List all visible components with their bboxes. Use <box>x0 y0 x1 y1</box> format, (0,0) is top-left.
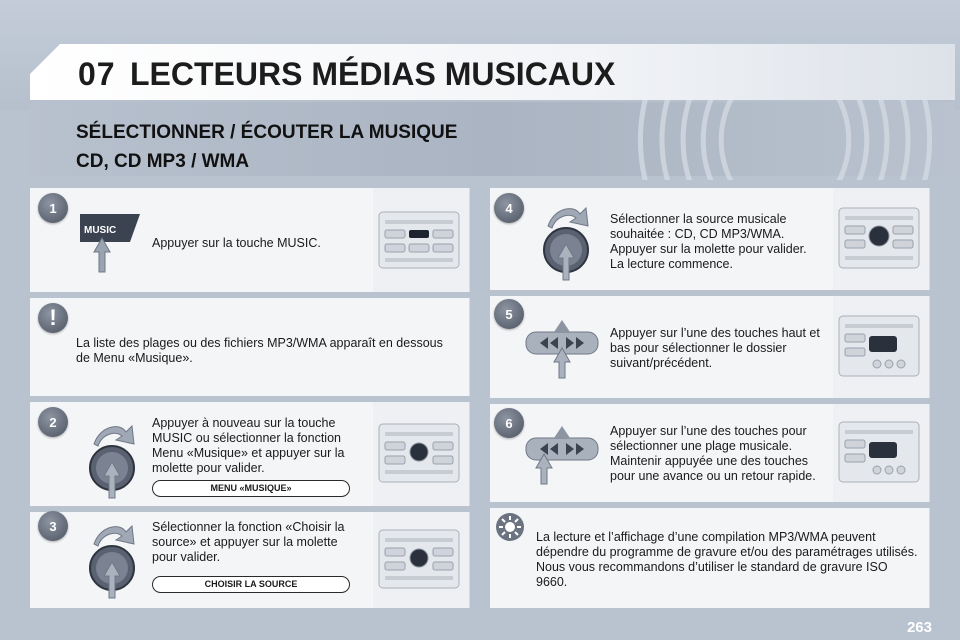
menu-musique-label: MENU «MUSIQUE» <box>152 480 350 497</box>
page-number: 263 <box>906 619 932 636</box>
radio-panel-image <box>373 512 469 608</box>
sound-waves-decoration <box>470 100 950 180</box>
choisir-source-label: CHOISIR LA SOURCE <box>152 576 350 593</box>
chapter-number: 07 <box>78 56 116 92</box>
music-key-label: MUSIC <box>84 225 117 236</box>
seek-keys-icon <box>522 424 602 486</box>
warning-badge: ! <box>38 303 68 333</box>
music-key-icon <box>78 212 142 274</box>
section-title-line1: SÉLECTIONNER / ÉCOUTER LA MUSIQUE <box>76 122 458 143</box>
step-4-text: Sélectionner la source musicale souhaitée : CD, CD MP3/WMA. Appuyer sur la molette pour valider. La lecture commence. <box>610 212 807 271</box>
step-1-badge: 1 <box>38 193 68 223</box>
step-4-badge: 4 <box>494 193 524 223</box>
knob-rotate-press-icon <box>80 518 144 600</box>
step-3-badge: 3 <box>38 511 68 541</box>
radio-panel-image <box>833 296 929 398</box>
section-title <box>76 118 457 176</box>
step-2-badge: 2 <box>38 407 68 437</box>
lightbulb-icon <box>495 512 525 542</box>
warning-text: La liste des plages ou des fichiers MP3/WMA apparaît en dessous de Menu «Musique». <box>76 336 443 365</box>
radio-panel-image <box>373 402 469 506</box>
knob-press-icon <box>80 418 144 500</box>
radio-panel-image <box>833 404 929 502</box>
step-6-badge: 6 <box>494 408 524 438</box>
step-3-text: Sélectionner la fonction «Choisir la source» et appuyer sur la molette pour valider. <box>152 520 345 564</box>
radio-panel-image <box>833 188 929 290</box>
section-title-line2: CD, CD MP3 / WMA <box>76 151 250 172</box>
step-5-badge: 5 <box>494 299 524 329</box>
radio-panel-image <box>373 188 469 292</box>
updown-keys-icon <box>522 318 602 380</box>
step-1-text: Appuyer sur la touche MUSIC. <box>152 236 321 250</box>
chapter-title: LECTEURS MÉDIAS MUSICAUX <box>130 56 616 92</box>
step-2-text: Appuyer à nouveau sur la touche MUSIC ou sélectionner la fonction Menu «Musique» et appuyer sur la molette pour valider. <box>152 416 345 475</box>
step-6-text: Appuyer sur l’une des touches pour sélectionner une plage musicale. Maintenir appuyée une des touches pour une avance ou un retour rapide. <box>610 424 816 483</box>
knob-select-icon <box>534 200 598 282</box>
step-5-text: Appuyer sur l’une des touches haut et bas pour sélectionner le dossier suivant/précédent. <box>610 326 820 370</box>
tip-text: La lecture et l’affichage d’une compilation MP3/WMA peuvent dépendre du programme de gravure et/ou des paramétrages utilisés. Nous vous recommandons d’utiliser le standard de gravure ISO 9660. <box>536 530 918 589</box>
